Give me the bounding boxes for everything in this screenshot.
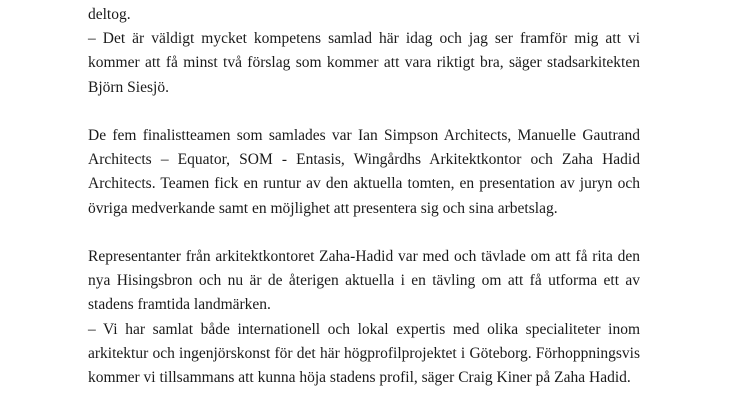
article-body	[88, 3, 640, 390]
paragraph-intro-end: deltog.	[88, 6, 131, 23]
paragraph-finalist-teams: De fem finalistteamen som samlades var Ian Simpson Architects, Manuelle Gautrand Architects – Equator, SOM - Entasis, Wingårdhs Arkitektkontor och Zaha Hadid Architects. Teamen fick en runtur av den aktuella tomten, en presentation av juryn och övriga medverkande samt en möjlighet att presentera sig och sina arbetslag.	[88, 127, 640, 217]
paragraph-quote-kiner: – Vi har samlat både internationell och lokal expertis med olika specialiteter inom arkitektur och ingenjörskonst för det här högprofilprojektet i Göteborg. Förhoppningsvis kommer vi tillsammans att kunna höja stadens profil, säger Craig Kiner på Zaha Hadid.	[88, 320, 640, 387]
paragraph-spacer	[88, 100, 640, 124]
paragraph-quote-siesjo: – Det är väldigt mycket kompetens samlad här idag och jag ser framför mig att vi kommer att få minst två förslag som kommer att vara riktigt bra, säger stadsarkitekten Björn Siesjö.	[88, 30, 640, 96]
paragraph-spacer	[88, 221, 640, 245]
paragraph-zaha-hadid: Representanter från arkitektkontoret Zaha-Hadid var med och tävlade om att få rita den nya Hisingsbron och nu är de återigen aktuella i en tävling om att få utforma ett av stadens framtida landmärken.	[88, 248, 640, 314]
